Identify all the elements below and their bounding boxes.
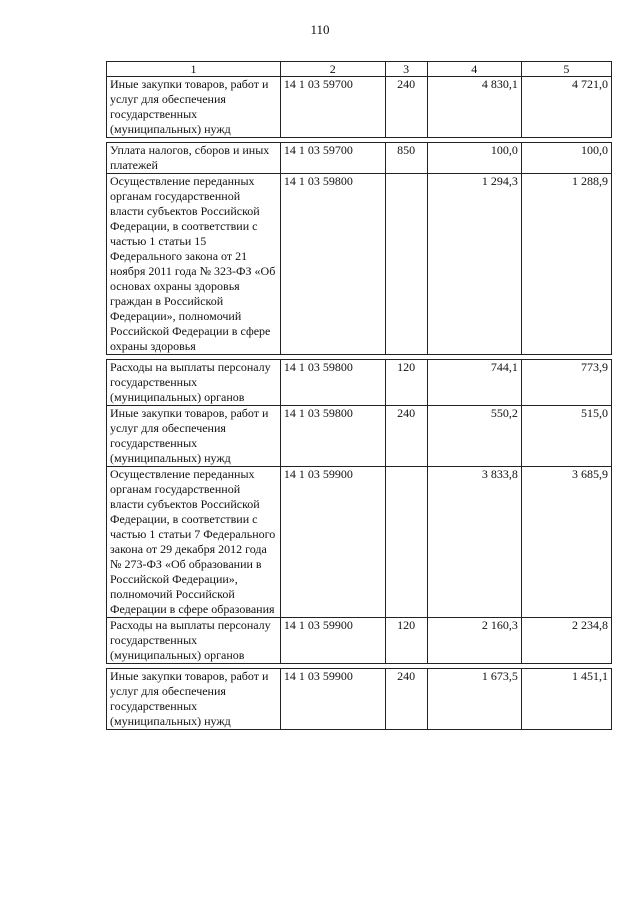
row-year1-value: 1 294,3 [427,174,521,355]
page-number: 110 [310,22,330,37]
row-year1-value: 4 830,1 [427,77,521,138]
budget-table [106,61,612,730]
row-year2-value: 100,0 [521,143,611,174]
table-row [107,143,612,174]
row-code: 14 1 03 59800 [280,360,385,406]
header-row [107,62,612,77]
row-code: 14 1 03 59800 [280,406,385,467]
row-code: 14 1 03 59800 [280,174,385,355]
table-row [107,618,612,664]
row-year1-value: 100,0 [427,143,521,174]
row-name: Иные закупки товаров, работ и услуг для обеспечения государственных (муниципальных) нужд [107,669,281,730]
row-type: 850 [385,143,427,174]
table-row [107,669,612,730]
row-year1-value: 744,1 [427,360,521,406]
row-year1-value: 3 833,8 [427,467,521,618]
row-name: Уплата налогов, сборов и иных платежей [107,143,281,174]
row-year1-value: 2 160,3 [427,618,521,664]
row-name: Иные закупки товаров, работ и услуг для обеспечения государственных (муниципальных) нужд [107,406,281,467]
column-header-name: 1 [107,62,281,77]
table-row [107,406,612,467]
row-year2-value: 515,0 [521,406,611,467]
row-year2-value: 3 685,9 [521,467,611,618]
row-code: 14 1 03 59700 [280,77,385,138]
table-row [107,77,612,138]
column-header-year1: 4 [427,62,521,77]
row-type: 240 [385,669,427,730]
table-row [107,174,612,355]
row-code: 14 1 03 59900 [280,669,385,730]
row-year2-value: 4 721,0 [521,77,611,138]
row-year1-value: 1 673,5 [427,669,521,730]
row-name: Расходы на выплаты персоналу государственных (муниципальных) органов [107,360,281,406]
row-type: 120 [385,618,427,664]
row-code: 14 1 03 59900 [280,618,385,664]
row-year2-value: 2 234,8 [521,618,611,664]
row-type [385,174,427,355]
row-type: 240 [385,406,427,467]
row-code: 14 1 03 59700 [280,143,385,174]
row-year2-value: 1 451,1 [521,669,611,730]
row-type: 120 [385,360,427,406]
row-year1-value: 550,2 [427,406,521,467]
column-header-code: 2 [280,62,385,77]
row-type [385,467,427,618]
row-name: Иные закупки товаров, работ и услуг для обеспечения государственных (муниципальных) нужд [107,77,281,138]
table-row [107,360,612,406]
table-row [107,467,612,618]
row-name: Расходы на выплаты персоналу государственных (муниципальных) органов [107,618,281,664]
row-type: 240 [385,77,427,138]
row-year2-value: 1 288,9 [521,174,611,355]
row-year2-value: 773,9 [521,360,611,406]
row-name: Осуществление переданных органам государственной власти субъектов Российской Федерации, в соответствии с частью 1 статьи 15 Федерального закона от 21 ноября 2011 года № 323-ФЗ «Об основах охраны здоровья граждан в Российской Федерации», полномочий Российской Федерации в сфере охраны здоровья [107,174,281,355]
column-header-type: 3 [385,62,427,77]
row-code: 14 1 03 59900 [280,467,385,618]
row-name: Осуществление переданных органам государственной власти субъектов Российской Федерации, в соответствии с частью 1 статьи 7 Федерального закона от 29 декабря 2012 года № 273-ФЗ «Об образовании в Российской Федерации», полномочий Российской Федерации в сфере образования [107,467,281,618]
column-header-year2: 5 [521,62,611,77]
